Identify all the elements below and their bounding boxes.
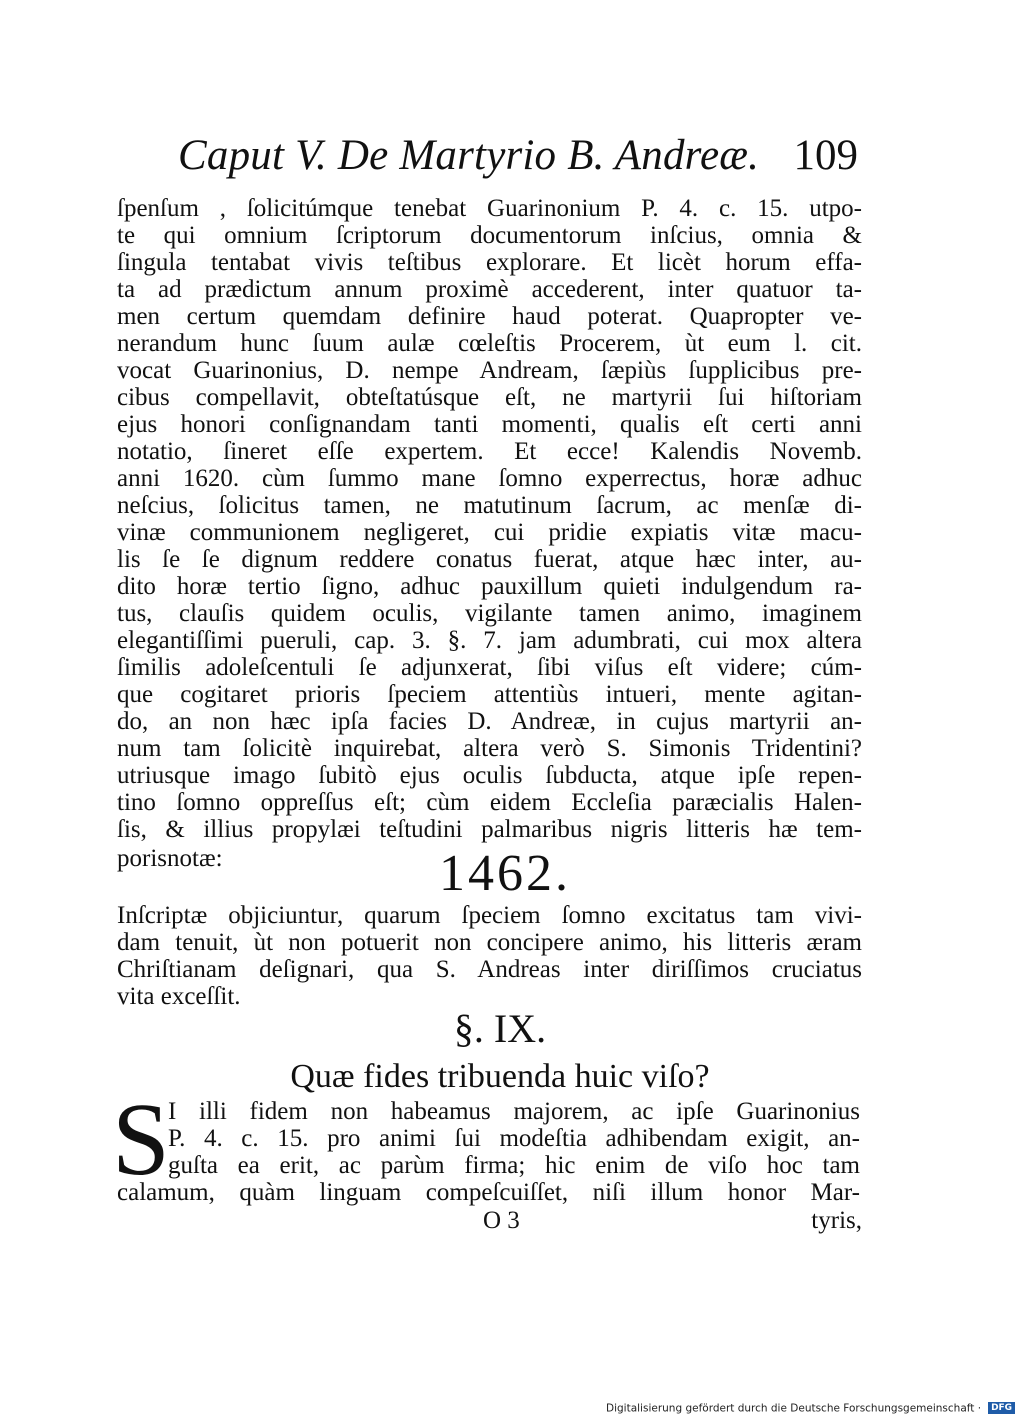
digitization-credit: [606, 1399, 1015, 1415]
text-line: ſis, & illius propylæi teſtudini palmaribus nigris litteris hæ tem-: [117, 816, 862, 843]
text-line: neſcius, ſolicitus tamen, ne matutinum ſacrum, ac menſæ di-: [117, 492, 862, 519]
text-line: ejus honori conſignandam tanti momenti, qualis eſt certi anni: [117, 411, 862, 438]
running-head: [178, 128, 858, 184]
text-line: elegantiſſimi pueruli, cap. 3. §. 7. jam adumbrati, cui mox altera: [117, 627, 862, 654]
text-line: lis ſe ſe dignum reddere conatus fuerat, atque hæc inter, au-: [117, 546, 862, 573]
text-line: do, an non hæc ipſa facies D. Andreæ, in cujus martyrii an-: [117, 708, 862, 735]
text-line: dam tenuit, ùt non potuerit non concipere animo, his litteris æram: [117, 929, 862, 956]
text-line: dito horæ tertio ſigno, adhuc pauxillum quieti indulgendum ra-: [117, 573, 862, 600]
text-line: vita exceſſit.: [117, 983, 241, 1010]
page-number: 109: [793, 132, 858, 179]
inscription-year: 1462.: [439, 845, 571, 902]
signature-mark: O 3: [483, 1207, 520, 1234]
credit-text: Digitalisierung gefördert durch die Deutsche Forschungsgemeinschaft ·: [606, 1402, 982, 1415]
text-line: que cogitaret prioris ſpeciem attentiùs intueri, mente agitan-: [117, 681, 862, 708]
continuation-paragraph: [117, 902, 862, 1010]
text-line: tino ſomno oppreſſus eſt; cùm eidem Eccleſia paræcialis Halen-: [117, 789, 862, 816]
dfg-logo-icon: DFG: [988, 1402, 1015, 1414]
text-line: men certum quemdam definire haud poterat. Quapropter ve-: [117, 303, 862, 330]
text-line: ſingula tentabat vivis teſtibus explorare. Et licèt horum effa-: [117, 249, 862, 276]
text-line: te qui omnium ſcriptorum documentorum inſcius, omnia &: [117, 222, 862, 249]
text-line: cibus compellavit, obteſtatúsque eſt, ne martyrii ſui hiſtoriam: [117, 384, 862, 411]
text-line: utriusque imago ſubitò ejus oculis ſubducta, atque ipſe repen-: [117, 762, 862, 789]
text-line: ſimilis adoleſcentuli ſe adjunxerat, ſibi viſus eſt videre; cúm-: [117, 654, 862, 681]
text-line: notatio, ſineret eſſe expertem. Et ecce! Kalendis Novemb.: [117, 438, 862, 465]
text-line: ta ad prædictum annum proximè accederent, inter quatuor ta-: [117, 276, 862, 303]
text-line: Chriſtianam deſignari, qua S. Andreas inter diriſſimos cruciatus: [117, 956, 862, 983]
catchword: tyris,: [811, 1207, 862, 1234]
text-line: calamum, quàm linguam compeſcuiſſet, niſi illum honor Mar-: [117, 1179, 860, 1206]
text-line: vocat Guarinonius, D. nempe Andream, ſæpiùs ſupplicibus pre-: [117, 357, 862, 384]
text-line: P. 4. c. 15. pro animi ſui modeſtia adhibendam exigit, an-: [168, 1125, 860, 1152]
text-line: anni 1620. cùm ſummo mane ſomno experrectus, horæ adhuc: [117, 465, 862, 492]
section-paragraph: [117, 1098, 860, 1206]
main-paragraph: [117, 195, 862, 843]
drop-cap: S: [112, 1082, 170, 1197]
section-title: Quæ fides tribuenda huic viſo?: [290, 1058, 710, 1095]
text-line: num tam ſolicitè inquirebat, altera verò S. Simonis Tridentini?: [117, 735, 862, 762]
text-line: vinæ communionem negligeret, cui pridie expiatis vitæ macu-: [117, 519, 862, 546]
text-line: nerandum hunc ſuum aulæ cœleſtis Procerem, ùt eum l. cit.: [117, 330, 862, 357]
text-line: ſpenſum , ſolicitúmque tenebat Guarinonium P. 4. c. 15. utpo-: [117, 195, 862, 222]
year-inscription-row: [117, 842, 862, 902]
text-line: Inſcriptæ objiciuntur, quarum ſpeciem ſomno excitatus tam vivi-: [117, 902, 862, 929]
text-line: tus, clauſis quidem oculis, vigilante tamen animo, imaginem: [117, 600, 862, 627]
section-number: §. IX.: [453, 1006, 547, 1051]
running-title: Caput V. De Martyrio B. Andreæ.: [178, 132, 760, 179]
text-line: I illi fidem non habeamus majorem, ac ipſe Guarinonius: [168, 1098, 860, 1125]
line-tail: porisnotæ:: [117, 845, 223, 872]
text-line: guſta ea erit, ac parùm firma; hic enim de viſo hoc tam: [168, 1152, 860, 1179]
page-footer: [117, 1207, 862, 1237]
